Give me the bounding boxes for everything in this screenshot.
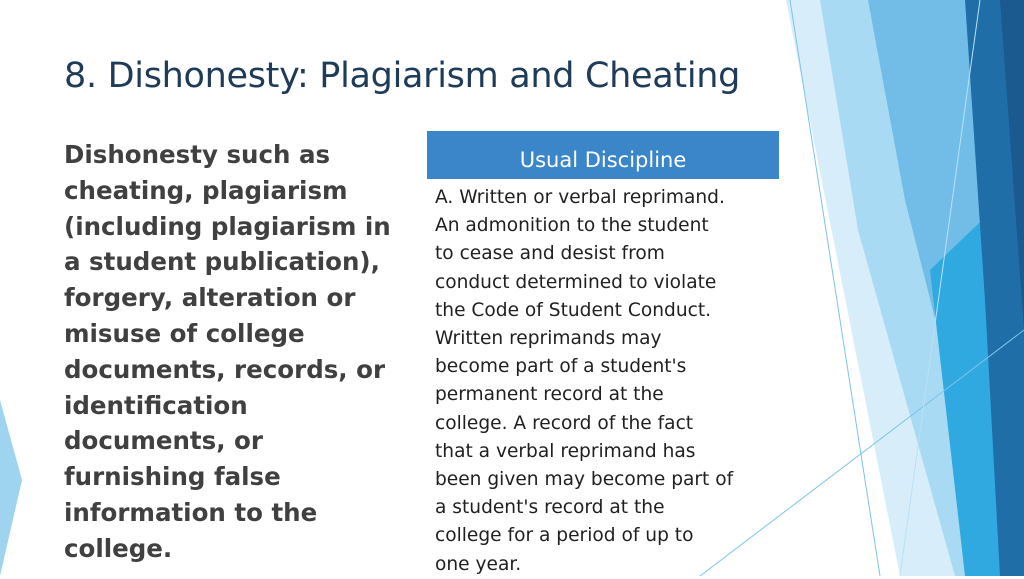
dishonesty-description: Dishonesty such as cheating, plagiarism (including plagiarism in a student publication), forgery, alteration or misuse of college documents, records, or identification documents, or furnishing false information to the college. [64,140,391,563]
slide-title: 8. Dishonesty: Plagiarism and Cheating [64,56,741,96]
left-edge-arrow-shape [0,400,22,576]
table-header: Usual Discipline [427,131,779,179]
discipline-table [427,131,779,579]
table-cell-discipline: A. Written or verbal reprimand. An admonition to the student to cease and desist from conduct determined to violate the Code of Student Conduct. Written reprimands may become part of a student's permanent record at the college. A record of the fact that a verbal reprimand has been given may become part of a student's record at the college for a period of up to one year. [435,187,734,575]
